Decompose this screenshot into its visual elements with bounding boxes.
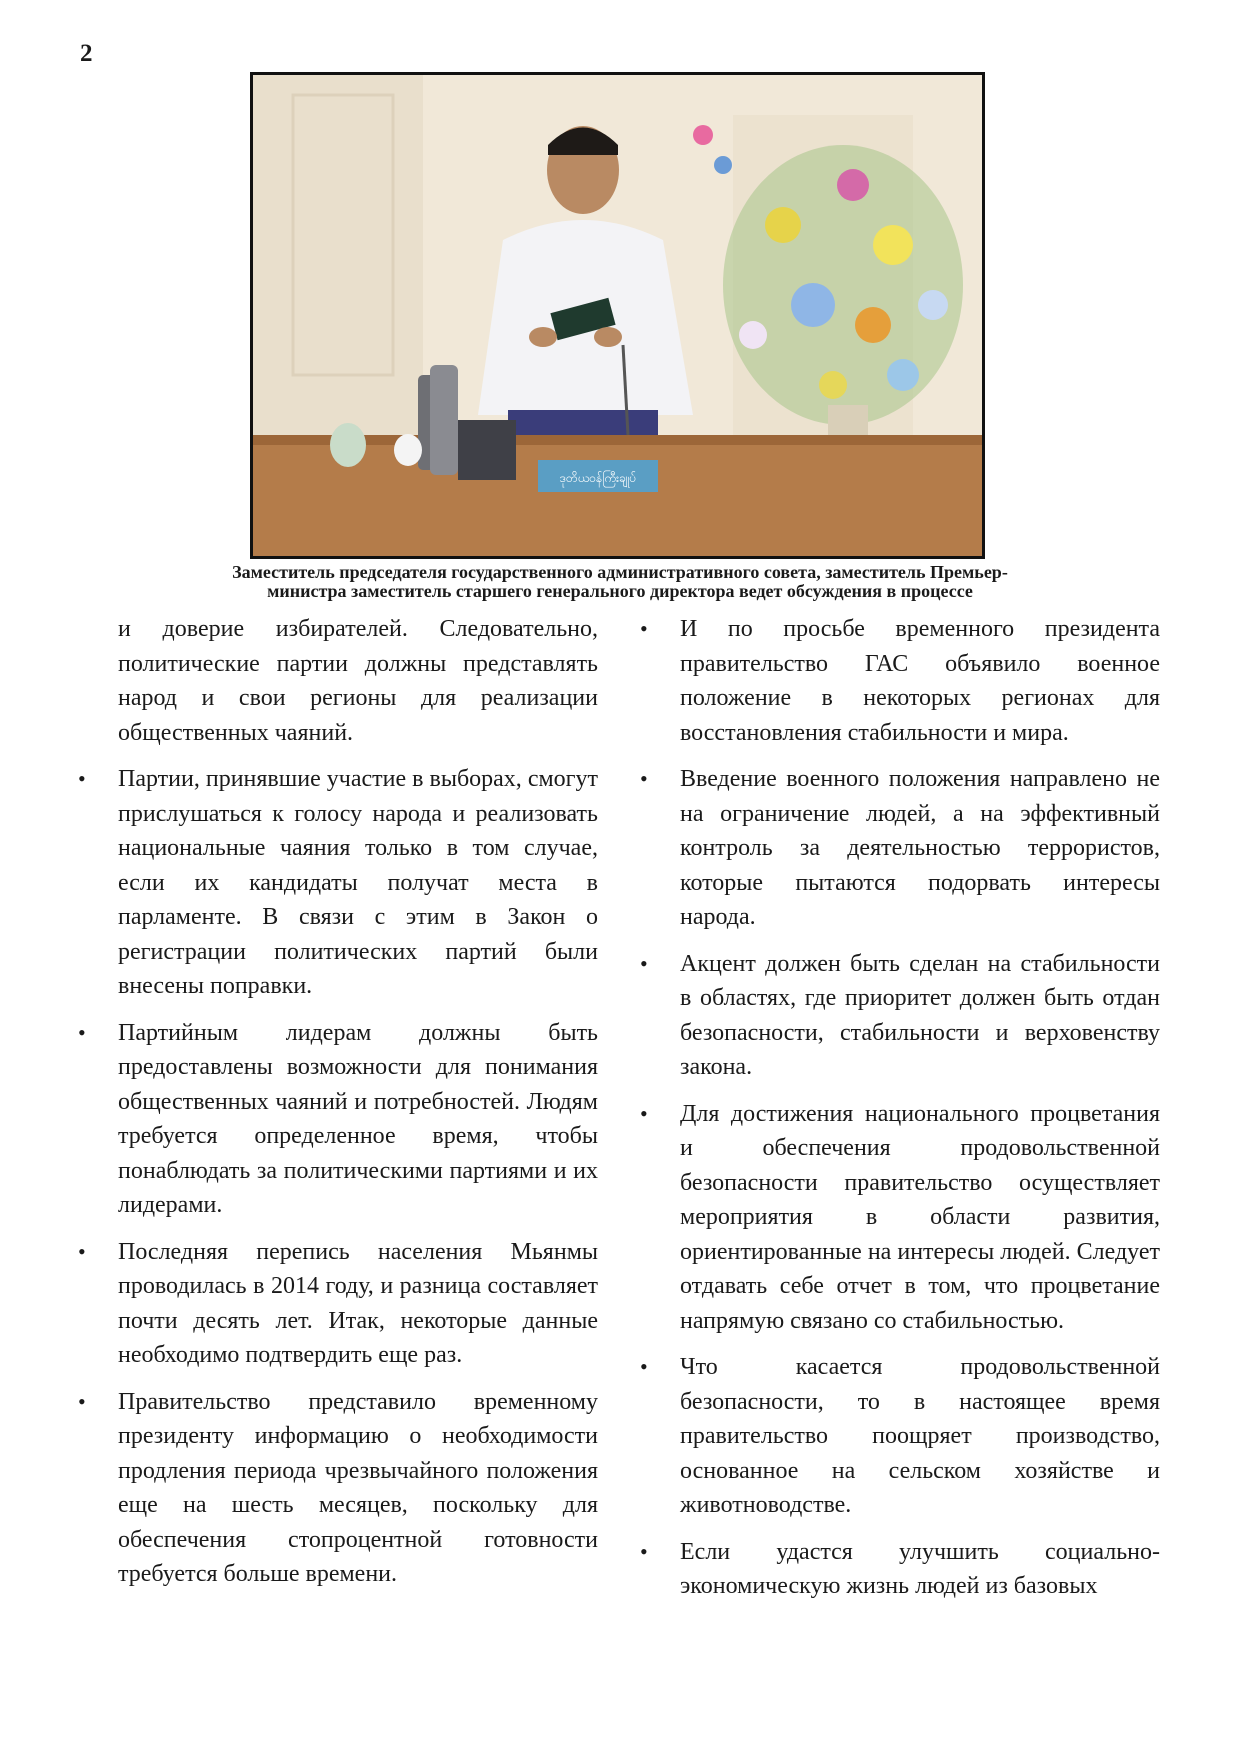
paragraph: • Акцент должен быть сделан на стабильности в областях, где приоритет должен быть отдан безопасности, стабильности и верховенству закона. xyxy=(680,947,1160,1085)
photo xyxy=(250,72,985,559)
paragraph: • Для достижения национального процветания и обеспечения продовольственной безопасности правительство осуществляет мероприятия в области развития, ориентированные на интересы людей. Следует отдавать себе отчет в том, что процветание напрямую связано со стабильностью. xyxy=(680,1097,1160,1339)
paragraph: • Введение военного положения направлено не на ограничение людей, а на эффективный контроль за деятельностью террористов, которые пытаются подорвать интересы народа. xyxy=(680,762,1160,935)
paragraph: • Что касается продовольственной безопасности, то в настоящее время правительство поощряет производство, основанное на сельском хозяйстве и животноводстве. xyxy=(680,1350,1160,1523)
paragraph: • Партии, принявшие участие в выборах, смогут прислушаться к голосу народа и реализовать национальные чаяния только в том случае, если их кандидаты получат места в парламенте. В связи с этим в Закон о регистрации политических партий были внесены поправки. xyxy=(118,762,598,1004)
nameplate-text: ဒုတိယဝန်ကြီးချုပ် xyxy=(559,471,637,485)
paragraph: • Правительство представило временному президенту информацию о необходимости продления периода чрезвычайного положения еще на шесть месяцев, поскольку для обеспечения стопроцентной готовности требуется больше времени. xyxy=(118,1385,598,1592)
caption-line-2: министра заместитель старшего генерального директора ведет обсуждения в процессе xyxy=(267,581,973,601)
paragraph: • И по просьбе временного президента правительство ГАС объявило военное положение в некоторых регионах для восстановления стабильности и мира. xyxy=(680,612,1160,750)
photo-caption xyxy=(150,563,1090,601)
paragraph: • Последняя перепись населения Мьянмы проводилась в 2014 году, и разница составляет почти десять лет. Итак, некоторые данные необходимо подтвердить еще раз. xyxy=(118,1235,598,1373)
caption-line-1: Заместитель председателя государственного административного совета, заместитель Премьер- xyxy=(232,562,1008,582)
paragraph: • Если удастся улучшить социально-экономическую жизнь людей из базовых xyxy=(680,1535,1160,1604)
page-number: 2 xyxy=(80,40,93,67)
meeting-photo xyxy=(253,75,982,556)
paragraph: и доверие избирателей. Следовательно, политические партии должны представлять народ и свои регионы для реализации общественных чаяний. xyxy=(118,616,598,746)
right-column xyxy=(680,612,1160,1616)
paragraph: • Партийным лидерам должны быть предоставлены возможности для понимания общественных чаяний и потребностей. Людям требуется определенное время, чтобы понаблюдать за политическими партиями и их лидерами. xyxy=(118,1016,598,1223)
left-column xyxy=(118,612,598,1604)
